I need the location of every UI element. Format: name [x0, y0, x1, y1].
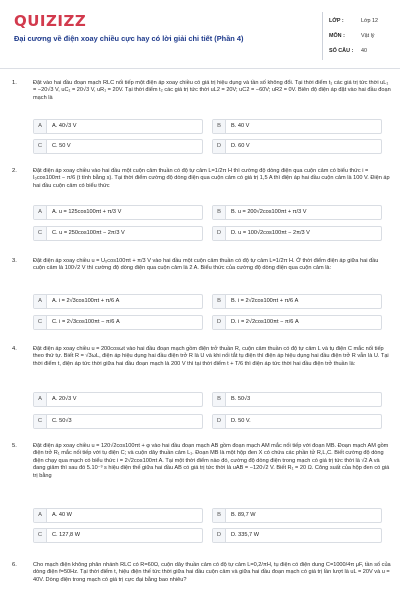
option-letter: D [213, 227, 226, 240]
option-letter: C [34, 529, 47, 542]
info-box [322, 12, 391, 60]
option-letter: A [34, 120, 47, 133]
option-letter: C [34, 415, 47, 428]
option-letter: B [213, 120, 226, 133]
option-letter: D [213, 529, 226, 542]
page-header [0, 0, 400, 62]
question-text: Đặt điện áp xoay chiều u = 200cosωt vào hai đầu đoạn mạch gồm điện trở thuần R, cuộn cảm thuần có độ tự cảm L và tụ điện C mắc nối tiếp theo thứ tự. Biết R = √3ωL, điện áp hiệu dụng hai đầu điện trở R là U và khi nối tắt tụ điện thì điện áp hiệu dụng hai đầu điện trở R vẫn là U. Tại thời điểm t, điện áp tức thời giữa hai đầu đoạn mạch là 200 V thì tại thời điểm t + T/6 thì điện áp tức thời hai đầu điện trở thuần là: [33, 346, 389, 367]
option-c[interactable] [33, 226, 203, 241]
option-b[interactable] [212, 119, 382, 134]
question-text: Đặt điện áp xoay chiều u = 120√2cos100πt + φ vào hai đầu đoạn mạch AB gồm đoạn mạch AM mắc nối tiếp với đoạn MB. Đoạn mạch AM gồm điện trở R₁ mắc nối tiếp với tụ điện C; và cuộn dây thuần cảm L₁. Đoạn MB là một hộp đen X có chứa các phần tử R,L,C. Biết cường độ dòng điện chạy qua mạch có biểu thức i = 2√2cos100πt A. Tại một thời điểm nào đó, cường độ dòng điện trong mạch có giá trị tức thời là √2 A và đang giảm thì sau đó 5.10⁻³ s hiệu điện thế giữa hai đầu AB có giá trị tức thời là uAB = −120√2 V. Biết R₁ = 20 Ω. Công suất của hộp đen có giá trị bằng [33, 443, 390, 479]
question-number: 4. [12, 346, 17, 352]
option-letter: C [34, 140, 47, 153]
question-number: 1. [12, 80, 17, 86]
question-text: Đặt điện áp xoay chiều vào hai đầu một cuộn cảm thuần có độ tự cảm L=1/2π H thì cường độ dòng điện qua cuộn cảm có biểu thức i = I₀cos100πt − π/6 (t tính bằng s). Tại thời điểm cường độ dòng điện qua cuộn cảm có giá trị 1,5 A thì điện áp hai đầu cuộn cảm là 100 V. Điện áp hai đầu cuộn cảm có biểu thức [33, 168, 390, 189]
option-text: A. i = 2√3cos100πt + π/6 A [52, 298, 120, 304]
option-text: A. 20√3 V [52, 396, 77, 402]
class-label: LỚP : [329, 18, 344, 24]
option-b[interactable] [212, 294, 382, 309]
quizizz-logo: QUIZIZZ [14, 12, 87, 30]
question-count-label: SỐ CÂU : [329, 48, 354, 54]
option-letter: B [213, 393, 226, 406]
option-a[interactable] [33, 205, 203, 220]
option-letter: C [34, 316, 47, 329]
question-number: 3. [12, 258, 17, 264]
option-a[interactable] [33, 119, 203, 134]
question-text: Cho mạch điện không phân nhánh RLC có R=60Ω, cuộn dây thuần cảm có độ tự cảm L=0,2/πH, tụ điện có điện dung C=1000/4π μF, tần số của dòng điện f=50Hz. Tại thời điểm t, hiệu điện thế tức thời giữa hai đầu cuộn cảm và giữa hai đầu đoạn mạch có giá trị lần lượt là uL = 20V và u = 40V. Dòng điện trong mạch có giá trị cực đại bằng bao nhiêu? [33, 562, 391, 583]
option-d[interactable] [212, 226, 382, 241]
document-title: Đại cương về điện xoay chiều cực hay có lời giải chi tiết (Phần 4) [14, 34, 244, 43]
option-text: B. 50√3 [231, 396, 251, 402]
option-d[interactable] [212, 528, 382, 543]
option-text: C. 50 V [52, 143, 71, 149]
option-text: C. 50√3 [52, 418, 72, 424]
option-d[interactable] [212, 414, 382, 429]
option-letter: A [34, 509, 47, 522]
option-letter: C [34, 227, 47, 240]
option-text: D. 60 V [231, 143, 250, 149]
option-letter: B [213, 295, 226, 308]
option-b[interactable] [212, 508, 382, 523]
option-d[interactable] [212, 139, 382, 154]
option-text: D. 335,7 W [231, 532, 259, 538]
option-b[interactable] [212, 205, 382, 220]
option-d[interactable] [212, 315, 382, 330]
option-letter: A [34, 295, 47, 308]
option-text: D. u = 100√2cos100πt − 2π/3 V [231, 230, 310, 236]
subject-value: Vật lý [361, 33, 375, 39]
option-letter: A [34, 393, 47, 406]
option-c[interactable] [33, 528, 203, 543]
question-number: 2. [12, 168, 17, 174]
option-text: C. 127,8 W [52, 532, 80, 538]
option-text: D. 50 V. [231, 418, 251, 424]
option-a[interactable] [33, 294, 203, 309]
option-text: D. i = 2√2cos100πt − π/6 A [231, 319, 299, 325]
option-letter: B [213, 206, 226, 219]
question-text: Đặt vào hai đầu đoạn mạch RLC nối tiếp một điện áp xoay chiều có giá trị hiệu dụng và tần số không đổi. Tại thời điểm t₁ các giá trị tức thời uL₁ = −20√3 V, uC₁ = 20√3 V, uR₁ = 20V. Tại thời điểm t₂ các giá trị tức thời uL2 = 20V; uC2 = −60V; uR2 = 0V. Biên độ điện áp đặt vào hai đầu đoạn mạch là [33, 80, 391, 101]
option-text: A. 40 W [52, 512, 72, 518]
class-value: Lớp 12 [361, 18, 379, 24]
subject-label: MÔN : [329, 33, 345, 39]
header-divider [0, 68, 400, 69]
option-letter: D [213, 316, 226, 329]
option-text: B. i = 2√2cos100πt + π/6 A [231, 298, 299, 304]
question-number: 5. [12, 443, 17, 449]
option-c[interactable] [33, 414, 203, 429]
option-a[interactable] [33, 508, 203, 523]
option-text: B. 40 V [231, 123, 250, 129]
question-number: 6. [12, 562, 17, 568]
option-c[interactable] [33, 139, 203, 154]
option-text: C. i = 2√3cos100πt − π/6 A [52, 319, 120, 325]
option-letter: A [34, 206, 47, 219]
option-letter: D [213, 415, 226, 428]
option-text: A. u = 125cos100πt + π/3 V [52, 209, 122, 215]
option-b[interactable] [212, 392, 382, 407]
option-c[interactable] [33, 315, 203, 330]
option-text: B. u = 200√2cos100πt + π/3 V [231, 209, 307, 215]
option-letter: D [213, 140, 226, 153]
option-text: B. 89,7 W [231, 512, 256, 518]
question-count-value: 40 [361, 48, 367, 54]
option-letter: B [213, 509, 226, 522]
question-text: Đặt điện áp xoay chiều u = U₀cos100πt + π/3 V vào hai đầu một cuộn cảm thuần có độ tự cảm L=1/2π H. Ở thời điểm điện áp giữa hai đầu cuộn cảm là 100√2 V thì cường độ dòng điện qua cuộn cảm là 2 A. Biểu thức của cường độ dòng điện qua cuộn cảm là: [33, 258, 379, 272]
option-text: C. u = 250cos100πt − 2π/3 V [52, 230, 125, 236]
option-a[interactable] [33, 392, 203, 407]
option-text: A. 40√3 V [52, 123, 77, 129]
